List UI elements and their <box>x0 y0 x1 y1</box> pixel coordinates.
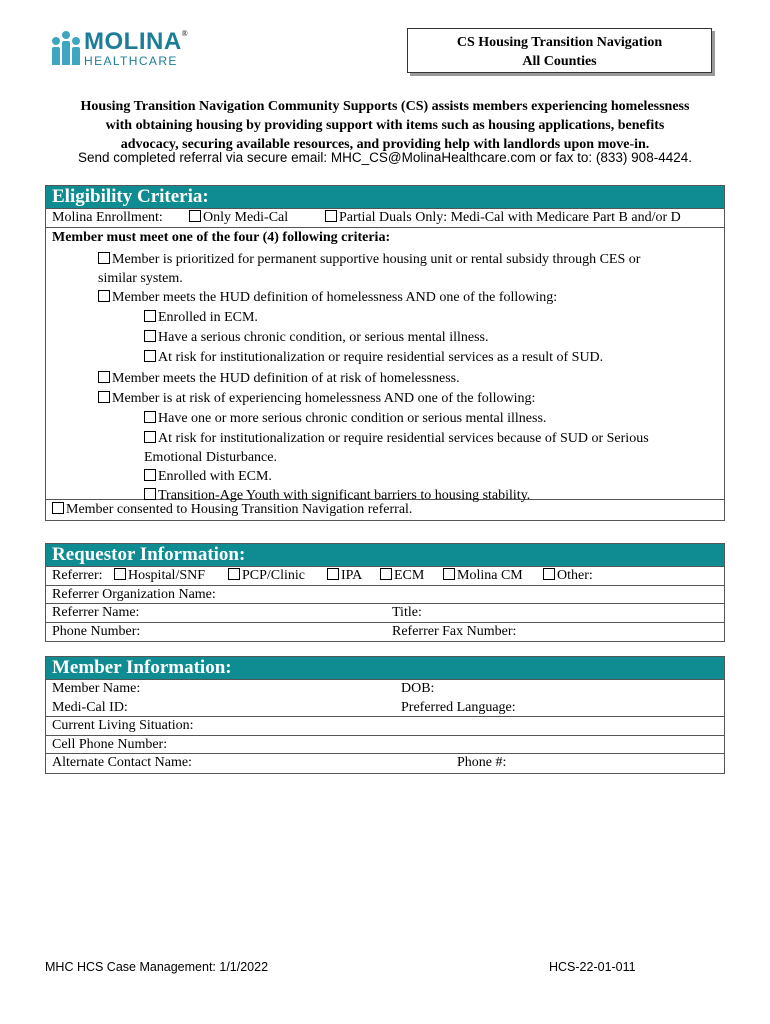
referrer-label: Referrer: <box>52 568 103 583</box>
partial-duals-checkbox[interactable] <box>325 210 337 222</box>
logo-reg: ® <box>181 28 188 38</box>
section-heading: Eligibility Criteria: <box>46 186 724 209</box>
sub-criteria-checkbox[interactable] <box>144 431 156 443</box>
pcp-checkbox[interactable] <box>228 568 240 580</box>
requestor-section <box>45 543 725 642</box>
sub-criteria-checkbox[interactable] <box>144 411 156 423</box>
consent-checkbox[interactable] <box>52 502 64 514</box>
footer-left: MHC HCS Case Management: 1/1/2022 <box>45 960 269 974</box>
member-section <box>45 656 725 774</box>
sub-criteria-text: Have a serious chronic condition, or serious mental illness. <box>158 329 489 345</box>
intro-line: Housing Transition Navigation Community Supports (CS) assists members experiencing homelessness <box>80 99 690 114</box>
criteria-text: Member is prioritized for permanent supportive housing unit or rental subsidy through CES or <box>112 251 641 267</box>
enrollment-row <box>46 209 724 228</box>
medical-id-row[interactable] <box>46 699 724 718</box>
referrer-name-row[interactable] <box>46 604 724 623</box>
medical-only-checkbox[interactable] <box>189 210 201 222</box>
alt-contact-label: Alternate Contact Name: <box>52 755 192 770</box>
other-checkbox[interactable] <box>543 568 555 580</box>
criteria-checkbox[interactable] <box>98 290 110 302</box>
living-label: Current Living Situation: <box>52 718 194 733</box>
intro-line: advocacy, securing available resources, and providing help with landlords upon move-in. <box>120 137 650 152</box>
referrer-row <box>46 567 724 586</box>
cell-label: Cell Phone Number: <box>52 736 168 752</box>
phone-row[interactable] <box>46 623 724 642</box>
sub-criteria-text: Transition-Age Youth with significant barriers to housing stability. <box>158 487 531 503</box>
sub-criteria-text: Have one or more serious chronic condition or serious mental illness. <box>158 410 547 426</box>
alt-phone-label: Phone #: <box>457 755 507 770</box>
sub-criteria-checkbox[interactable] <box>144 350 156 362</box>
cell-row[interactable] <box>46 736 724 755</box>
consent-row <box>46 500 724 520</box>
consent-label: Member consented to Housing Transition Navigation referral. <box>66 501 413 517</box>
sub-criteria-checkbox[interactable] <box>144 488 156 500</box>
ipa-checkbox[interactable] <box>327 568 339 580</box>
ecm-checkbox[interactable] <box>380 568 392 580</box>
enrollment-label: Molina Enrollment: <box>52 210 163 225</box>
sub-criteria-text-cont: Emotional Disturbance. <box>144 449 277 465</box>
sub-criteria-checkbox[interactable] <box>144 310 156 322</box>
section-heading: Member Information: <box>46 657 724 680</box>
form-title: CS Housing Transition Navigation <box>456 35 663 50</box>
logo-sub: HEALTHCARE <box>84 53 178 68</box>
pcp-label: PCP/Clinic <box>242 568 306 583</box>
fax-label: Referrer Fax Number: <box>392 623 517 639</box>
language-label: Preferred Language: <box>401 699 516 715</box>
sub-criteria-text: Enrolled with ECM. <box>158 468 272 484</box>
criteria-block <box>46 228 724 503</box>
criteria-text: Member meets the HUD definition of homelessness AND one of the following: <box>112 289 558 305</box>
sub-criteria-checkbox[interactable] <box>144 469 156 481</box>
intro-text <box>45 97 725 154</box>
form-subtitle: All Counties <box>522 54 597 69</box>
member-name-row[interactable] <box>46 680 724 699</box>
form-title-box <box>407 28 712 73</box>
eligibility-section <box>45 185 725 521</box>
criteria-checkbox[interactable] <box>98 371 110 383</box>
hospital-label: Hospital/SNF <box>128 568 206 583</box>
phone-label: Phone Number: <box>52 623 141 639</box>
criteria-checkbox[interactable] <box>98 252 110 264</box>
sub-criteria-checkbox[interactable] <box>144 330 156 342</box>
footer-right: HCS-22-01-011 <box>549 960 636 974</box>
org-name-row[interactable] <box>46 586 724 605</box>
ecm-label: ECM <box>394 568 425 583</box>
medical-id-label: Medi-Cal ID: <box>52 699 128 715</box>
living-row[interactable] <box>46 717 724 736</box>
molina-cm-checkbox[interactable] <box>443 568 455 580</box>
partial-duals-label: Partial Duals Only: Medi-Cal with Medicare Part B and/or D <box>339 210 681 225</box>
hospital-checkbox[interactable] <box>114 568 126 580</box>
criteria-heading: Member must meet one of the four (4) following criteria: <box>52 229 391 245</box>
dob-label: DOB: <box>401 681 435 696</box>
intro-line: with obtaining housing by providing support with items such as housing applications, benefits <box>105 118 665 133</box>
other-label: Other: <box>557 568 593 583</box>
logo-brand: MOLINA <box>84 27 182 55</box>
criteria-text: Member meets the HUD definition of at risk of homelessness. <box>112 370 460 386</box>
alt-contact-row[interactable] <box>46 754 724 773</box>
member-name-label: Member Name: <box>52 681 141 696</box>
referrer-name-label: Referrer Name: <box>52 605 140 620</box>
molina-logo <box>52 24 188 72</box>
people-icon <box>52 31 80 65</box>
criteria-checkbox[interactable] <box>98 391 110 403</box>
criteria-text: Member is at risk of experiencing homelessness AND one of the following: <box>112 390 536 406</box>
sub-criteria-text: At risk for institutionalization or require residential services because of SUD or Serious <box>158 430 649 446</box>
send-instructions: Send completed referral via secure email: MHC_CS@MolinaHealthcare.com or fax to: (833) 908-4424. <box>78 150 692 165</box>
molina-cm-label: Molina CM <box>457 568 523 583</box>
org-name-label: Referrer Organization Name: <box>52 586 216 602</box>
title-label: Title: <box>392 605 422 620</box>
sub-criteria-text: At risk for institutionalization or require residential services as a result of SUD. <box>158 349 604 365</box>
criteria-text-cont: similar system. <box>98 270 183 286</box>
medical-only-label: Only Medi-Cal <box>203 210 289 225</box>
ipa-label: IPA <box>341 568 363 583</box>
sub-criteria-text: Enrolled in ECM. <box>158 309 258 325</box>
section-heading: Requestor Information: <box>46 544 724 567</box>
